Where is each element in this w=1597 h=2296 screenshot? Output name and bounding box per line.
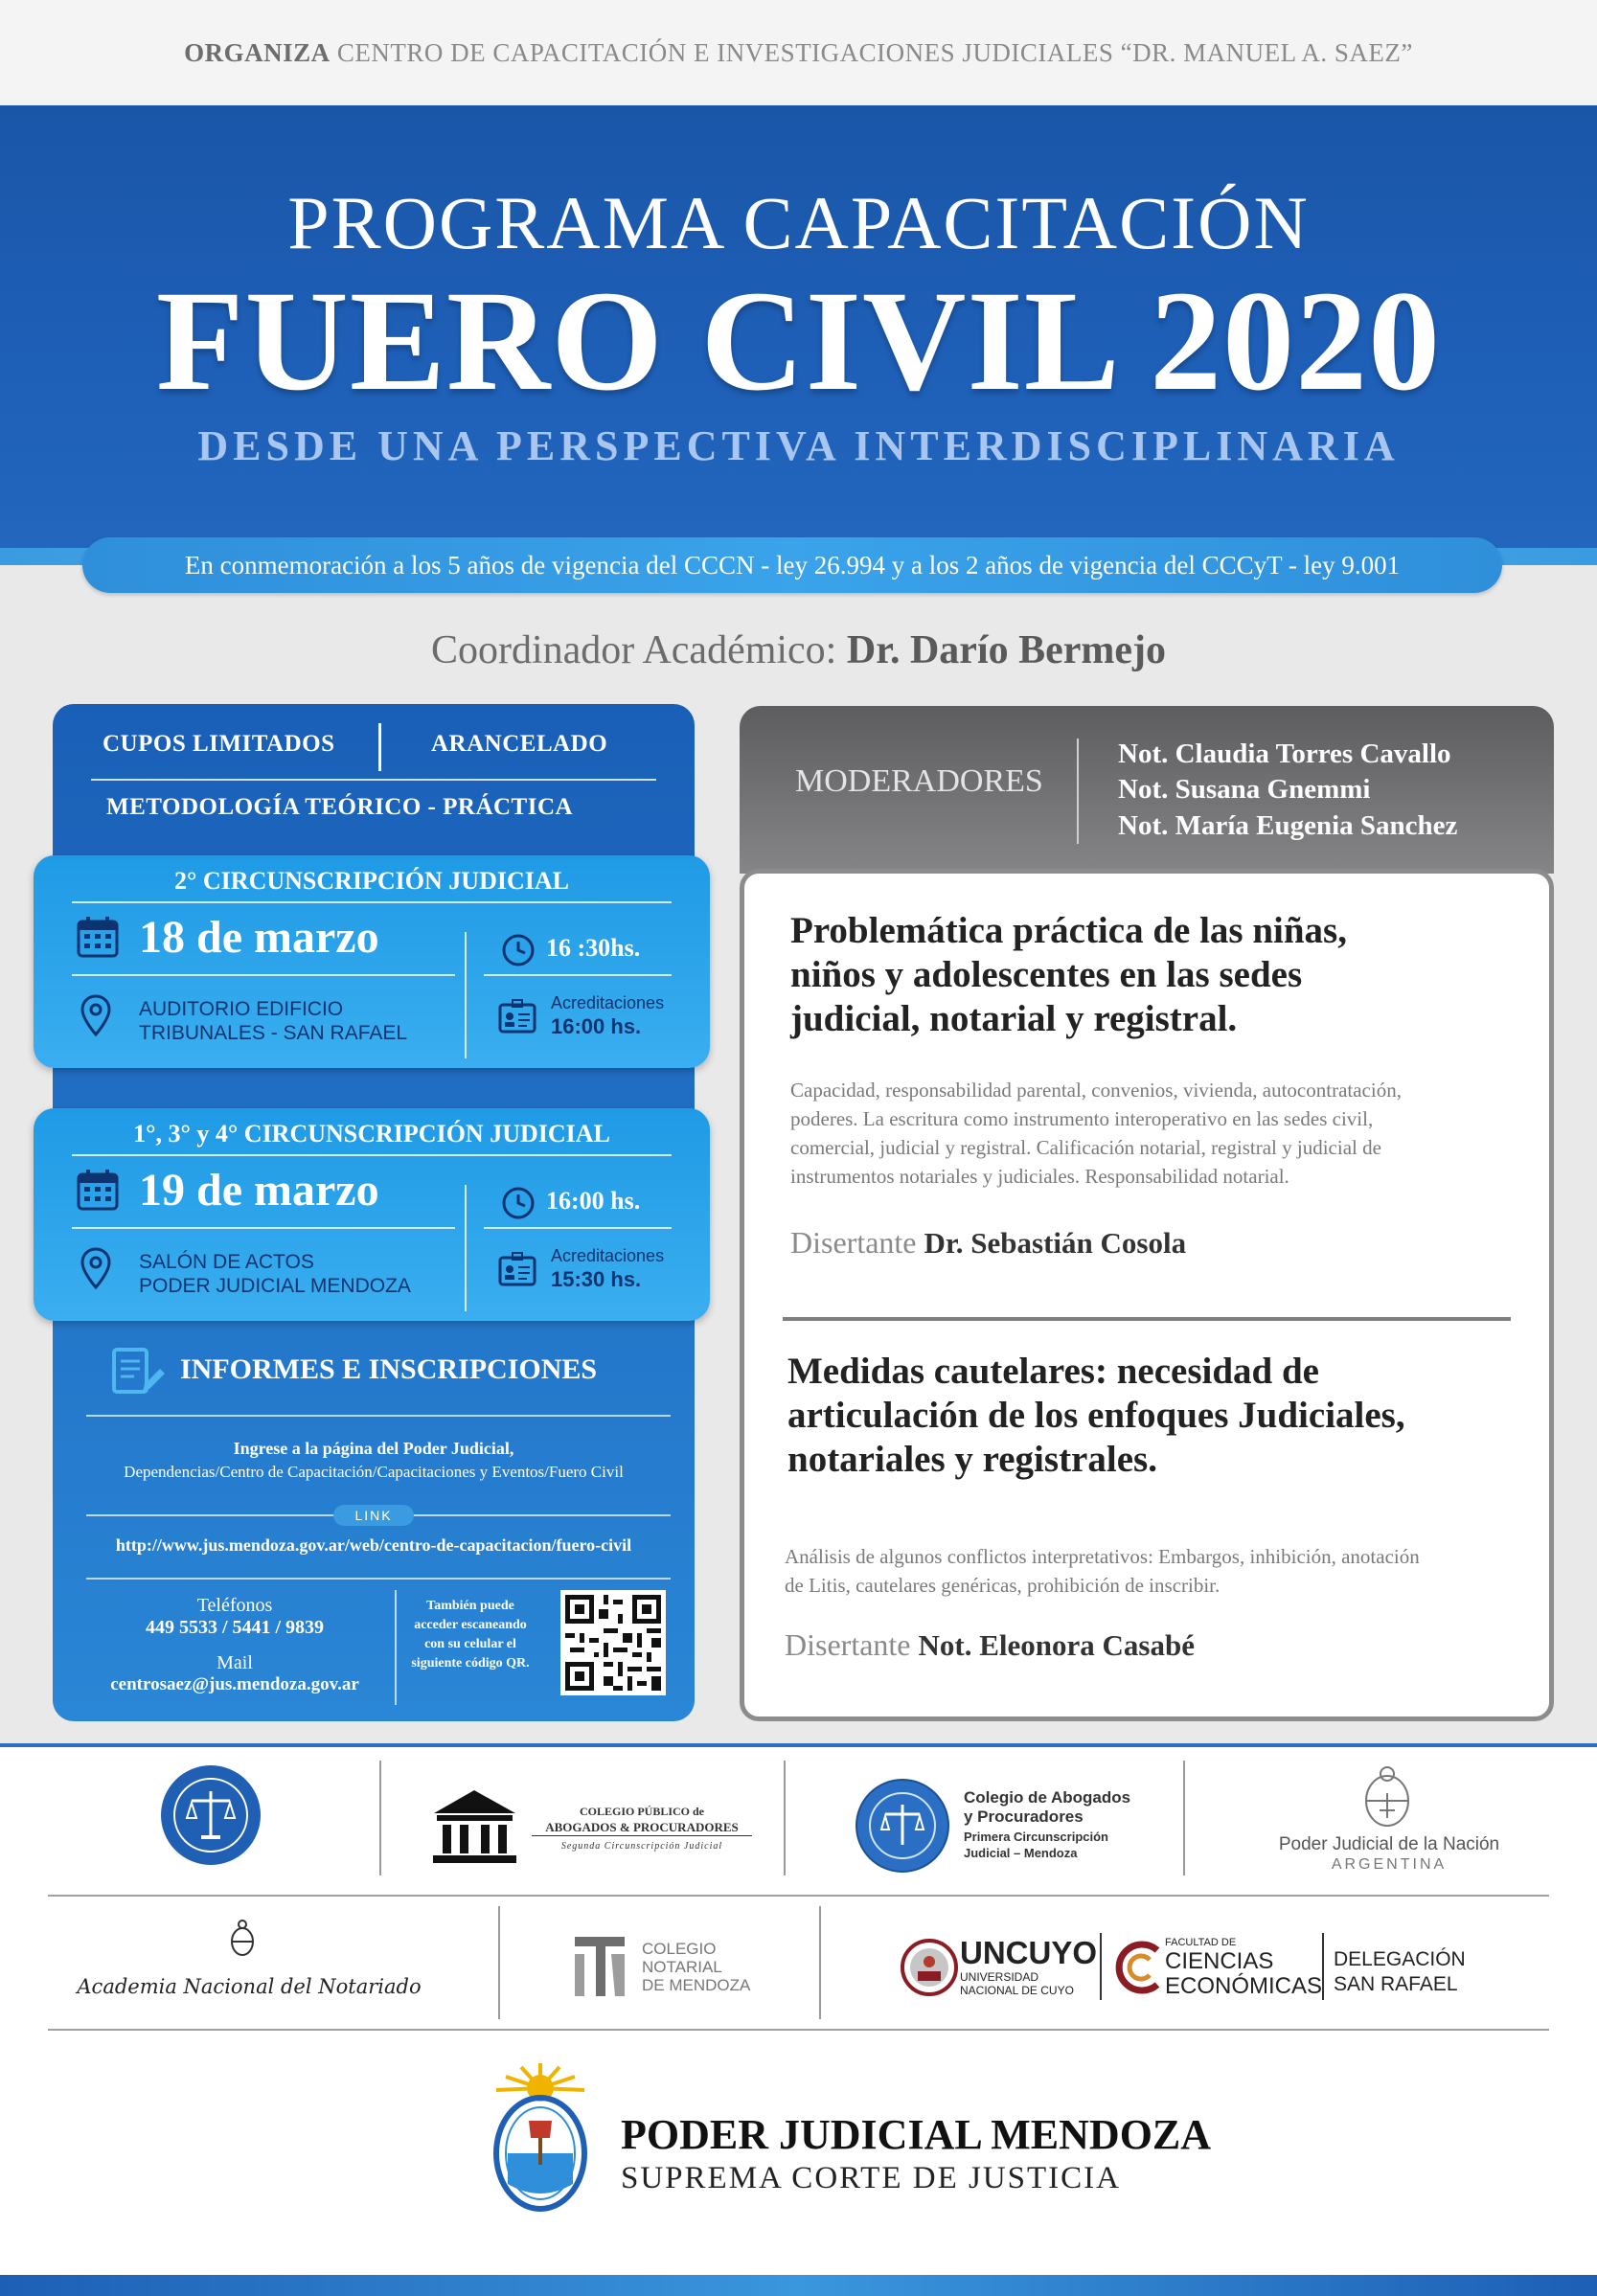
document-icon — [110, 1346, 168, 1399]
mail-label: Mail — [217, 1652, 253, 1673]
uncuyo-l2: UNIVERSIDAD — [960, 1970, 1039, 1984]
info-line-2: Dependencias/Centro de Capacitación/Capacitaciones y Eventos/Fuero Civil — [124, 1463, 624, 1481]
mendoza-coat-of-arms-icon — [483, 2059, 598, 2222]
tags-area — [53, 704, 695, 857]
accreditation-label: Acreditaciones — [551, 1246, 665, 1265]
clock-icon — [500, 1185, 536, 1221]
tag-arancelado: ARANCELADO — [431, 731, 608, 757]
fce-l1: FACULTAD DE — [1165, 1937, 1237, 1948]
phones-value: 449 5533 / 5441 / 9839 — [145, 1617, 325, 1638]
colegio-notarial-logo-icon — [571, 1933, 628, 2000]
talk-desc-line-2: de Litis, cautelares genéricas, prohibición de inscribir. — [785, 1574, 1221, 1597]
logo-divider — [1183, 1761, 1185, 1875]
colegio-abogados-l3: Primera Circunscripción — [964, 1830, 1108, 1844]
logo-divider — [498, 1906, 500, 2019]
qr-note-line-2: acceder escaneando — [414, 1618, 527, 1632]
talk-desc-line-2: poderes. La escritura como instrumento interoperativo en las sedes civil, — [790, 1107, 1374, 1130]
colegio-abogados-seal-icon — [855, 1778, 950, 1874]
talk-title-line-2: articulación de los enfoques Judiciales, — [787, 1395, 1405, 1436]
notarial-l2: NOTARIAL — [642, 1958, 722, 1976]
talk-title-line-1: Problemática práctica de las niñas, — [790, 910, 1347, 951]
uncuyo-l1: UNCUYO — [960, 1935, 1098, 1970]
id-card-icon — [498, 1252, 536, 1286]
talk-desc-line-3: comercial, judicial y registral. Calificación notarial, registral y judicial de — [790, 1136, 1381, 1159]
info-divider — [395, 1590, 397, 1705]
speaker-label: Disertante — [785, 1627, 911, 1662]
event-place-line-1: SALÓN DE ACTOS — [139, 1251, 314, 1273]
commemoration-banner: En conmemoración a los 5 años de vigencia del CCCN - ley 26.994 y a los 2 años de vigencia del CCCyT - ley 9.001 — [82, 537, 1502, 593]
speaker-label: Disertante — [790, 1225, 917, 1260]
colegio-publico-l1: COLEGIO PÚBLICO de — [579, 1805, 705, 1818]
moderator-name: Not. María Eugenia Sanchez — [1118, 810, 1458, 841]
event-divider — [465, 932, 467, 1058]
event-rule-left — [72, 1227, 455, 1229]
talk-desc-line-4: instrumentos notariales y judiciales. Responsabilidad notarial. — [790, 1165, 1289, 1188]
qr-note-line-1: También puede — [426, 1599, 514, 1613]
talk-title — [790, 909, 1438, 1041]
moderators-divider — [1077, 739, 1079, 844]
tag-rule — [91, 779, 656, 781]
academia-notariado: Academia Nacional del Notariado — [77, 1975, 422, 1998]
delegacion-l2: SAN RAFAEL — [1334, 1973, 1458, 1995]
mail-value[interactable]: centrosaez@jus.mendoza.gov.ar — [110, 1674, 359, 1694]
colegio-publico-l3: Segunda Circunscripción Judicial — [560, 1841, 723, 1852]
organizer-text — [184, 38, 1413, 68]
calendar-icon — [76, 915, 120, 959]
uncuyo-l3: NACIONAL DE CUYO — [960, 1984, 1074, 1997]
qr-note-line-4: siguiente código QR. — [411, 1656, 530, 1671]
subtitle: DESDE UNA PERSPECTIVA INTERDISCIPLINARIA — [197, 422, 1400, 469]
event-card-san-rafael — [34, 855, 710, 1068]
event-rule-left — [72, 974, 455, 976]
info-section — [53, 1317, 695, 1721]
info-line-1: Ingrese a la página del Poder Judicial, — [233, 1439, 514, 1458]
event-place-line-1: AUDITORIO EDIFICIO — [139, 998, 344, 1020]
event-time: 16:00 hs. — [546, 1187, 641, 1215]
speaker — [790, 1225, 1186, 1261]
right-panel — [740, 706, 1554, 1721]
qr-note — [404, 1597, 536, 1673]
location-pin-icon — [80, 993, 112, 1037]
uncuyo-shield-icon — [901, 1935, 958, 2000]
logo-divider — [1322, 1933, 1324, 2000]
id-card-icon — [498, 999, 536, 1034]
pjm-subtitle: SUPREMA CORTE DE JUSTICIA — [621, 2161, 1121, 2195]
colegio-abogados-l4: Judicial – Mendoza — [964, 1846, 1078, 1860]
hero-banner — [0, 105, 1597, 565]
organizer-strip — [0, 0, 1597, 105]
logo-divider — [1100, 1933, 1102, 2000]
event-date: 19 de marzo — [139, 1165, 379, 1216]
tag-cupos: CUPOS LIMITADOS — [103, 731, 335, 757]
program-title: PROGRAMA CAPACITACIÓN — [287, 181, 1310, 264]
logo-divider — [379, 1761, 381, 1875]
notarial-l3: DE MENDOZA — [642, 1976, 751, 1994]
colegio-publico-l2: ABOGADOS & PROCURADORES — [532, 1820, 752, 1836]
coordinator-name: Dr. Darío Bermejo — [846, 628, 1167, 672]
clock-icon — [500, 932, 536, 968]
info-title: INFORMES E INSCRIPCIONES — [180, 1353, 598, 1385]
speaker — [785, 1627, 1195, 1663]
event-date: 18 de marzo — [139, 912, 379, 963]
moderators-box — [740, 706, 1554, 874]
talk-description — [785, 1542, 1537, 1600]
event-title: 1°, 3° y 4° CIRCUNSCRIPCIÓN JUDICIAL — [133, 1120, 610, 1148]
fce-l2: CIENCIAS — [1165, 1948, 1274, 1974]
logo-divider — [819, 1906, 821, 2019]
tag-metodologia: METODOLOGÍA TEÓRICO - PRÁCTICA — [106, 794, 574, 820]
event-title: 2° CIRCUNSCRIPCIÓN JUDICIAL — [174, 867, 569, 895]
event-rule-right — [484, 1227, 672, 1229]
speaker-name: Not. Eleonora Casabé — [918, 1628, 1195, 1662]
pjm-title: PODER JUDICIAL MENDOZA — [621, 2111, 1212, 2158]
talks-box — [740, 869, 1554, 1721]
phones-label: Teléfonos — [196, 1595, 273, 1616]
columns-building-icon — [429, 1786, 520, 1868]
event-place-line-2: TRIBUNALES - SAN RAFAEL — [139, 1022, 408, 1044]
pjn-l2: ARGENTINA — [1331, 1856, 1448, 1873]
registration-url[interactable]: http://www.jus.mendoza.gov.ar/web/centro-de-capacitacion/fuero-civil — [115, 1535, 632, 1555]
info-rule-1 — [86, 1415, 671, 1417]
organiza-value: CENTRO DE CAPACITACIÓN E INVESTIGACIONES JUDICIALES “DR. MANUEL A. SAEZ” — [336, 37, 1413, 67]
talk-title-line-3: judicial, notarial y registral. — [790, 998, 1238, 1039]
moderator-name: Not. Claudia Torres Cavallo — [1118, 739, 1451, 769]
talk-divider — [783, 1317, 1511, 1321]
fce-l3: ECONÓMICAS — [1165, 1973, 1323, 1999]
talk-desc-line-1: Análisis de algunos conflictos interpretativos: Embargos, inhibición, anotación — [785, 1545, 1420, 1568]
talk-description — [790, 1076, 1518, 1191]
main-title: FUERO CIVIL 2020 — [155, 261, 1442, 421]
accreditation-label: Acreditaciones — [551, 993, 665, 1012]
logo-row-divider — [48, 1895, 1549, 1897]
colegio-abogados-l2: y Procuradores — [964, 1807, 1084, 1826]
talk-desc-line-1: Capacidad, responsabilidad parental, convenios, vivienda, autocontratación, — [790, 1079, 1402, 1102]
colegio-notarial — [642, 1940, 750, 1994]
tag-divider — [378, 723, 381, 771]
event-place-line-2: PODER JUDICIAL MENDOZA — [139, 1275, 411, 1297]
event-place — [139, 997, 407, 1045]
accreditation-time: 15:30 hs. — [551, 1267, 642, 1291]
talk-title — [787, 1350, 1535, 1482]
fce-logo-icon — [1111, 1939, 1165, 1996]
event-rule-right — [484, 974, 672, 976]
coordinator-label: Coordinador Académico: — [430, 628, 837, 672]
location-pin-icon — [80, 1246, 112, 1290]
argentina-coat-of-arms-icon — [1358, 1764, 1416, 1830]
bottom-bar — [0, 2275, 1597, 2296]
moderator-name: Not. Susana Gnemmi — [1118, 774, 1371, 805]
logo-row-divider — [48, 2029, 1549, 2031]
speaker-name: Dr. Sebastián Cosola — [924, 1226, 1187, 1260]
talk-title-line-3: notariales y registrales. — [787, 1439, 1157, 1480]
coordinator — [0, 627, 1597, 673]
logo-divider — [784, 1761, 786, 1875]
qr-code-icon[interactable] — [560, 1590, 666, 1695]
notariado-emblem-icon — [228, 1919, 257, 1957]
calendar-icon — [76, 1168, 120, 1212]
moderators-label: MODERADORES — [795, 763, 1043, 799]
delegacion-l1: DELEGACIÓN — [1334, 1948, 1466, 1970]
event-rule — [72, 1154, 672, 1156]
talk-title-line-1: Medidas cautelares: necesidad de — [787, 1351, 1319, 1392]
magistrados-seal-icon — [158, 1762, 263, 1868]
info-rule-3 — [86, 1578, 671, 1580]
organiza-label: ORGANIZA — [184, 37, 331, 67]
event-rule — [72, 901, 672, 903]
accreditation-time: 16:00 hs. — [551, 1014, 642, 1038]
pjn-l1: Poder Judicial de la Nación — [1278, 1834, 1500, 1854]
notarial-l1: COLEGIO — [642, 1940, 717, 1958]
talk-title-line-2: niños y adolescentes en las sedes — [790, 954, 1303, 995]
link-label: LINK — [333, 1505, 414, 1526]
event-time: 16 :30hs. — [546, 934, 641, 962]
event-card-mendoza — [34, 1108, 710, 1321]
qr-note-line-3: con su celular el — [424, 1637, 516, 1651]
event-divider — [465, 1185, 467, 1311]
event-place — [139, 1250, 411, 1298]
colegio-abogados-l1: Colegio de Abogados — [964, 1788, 1131, 1807]
